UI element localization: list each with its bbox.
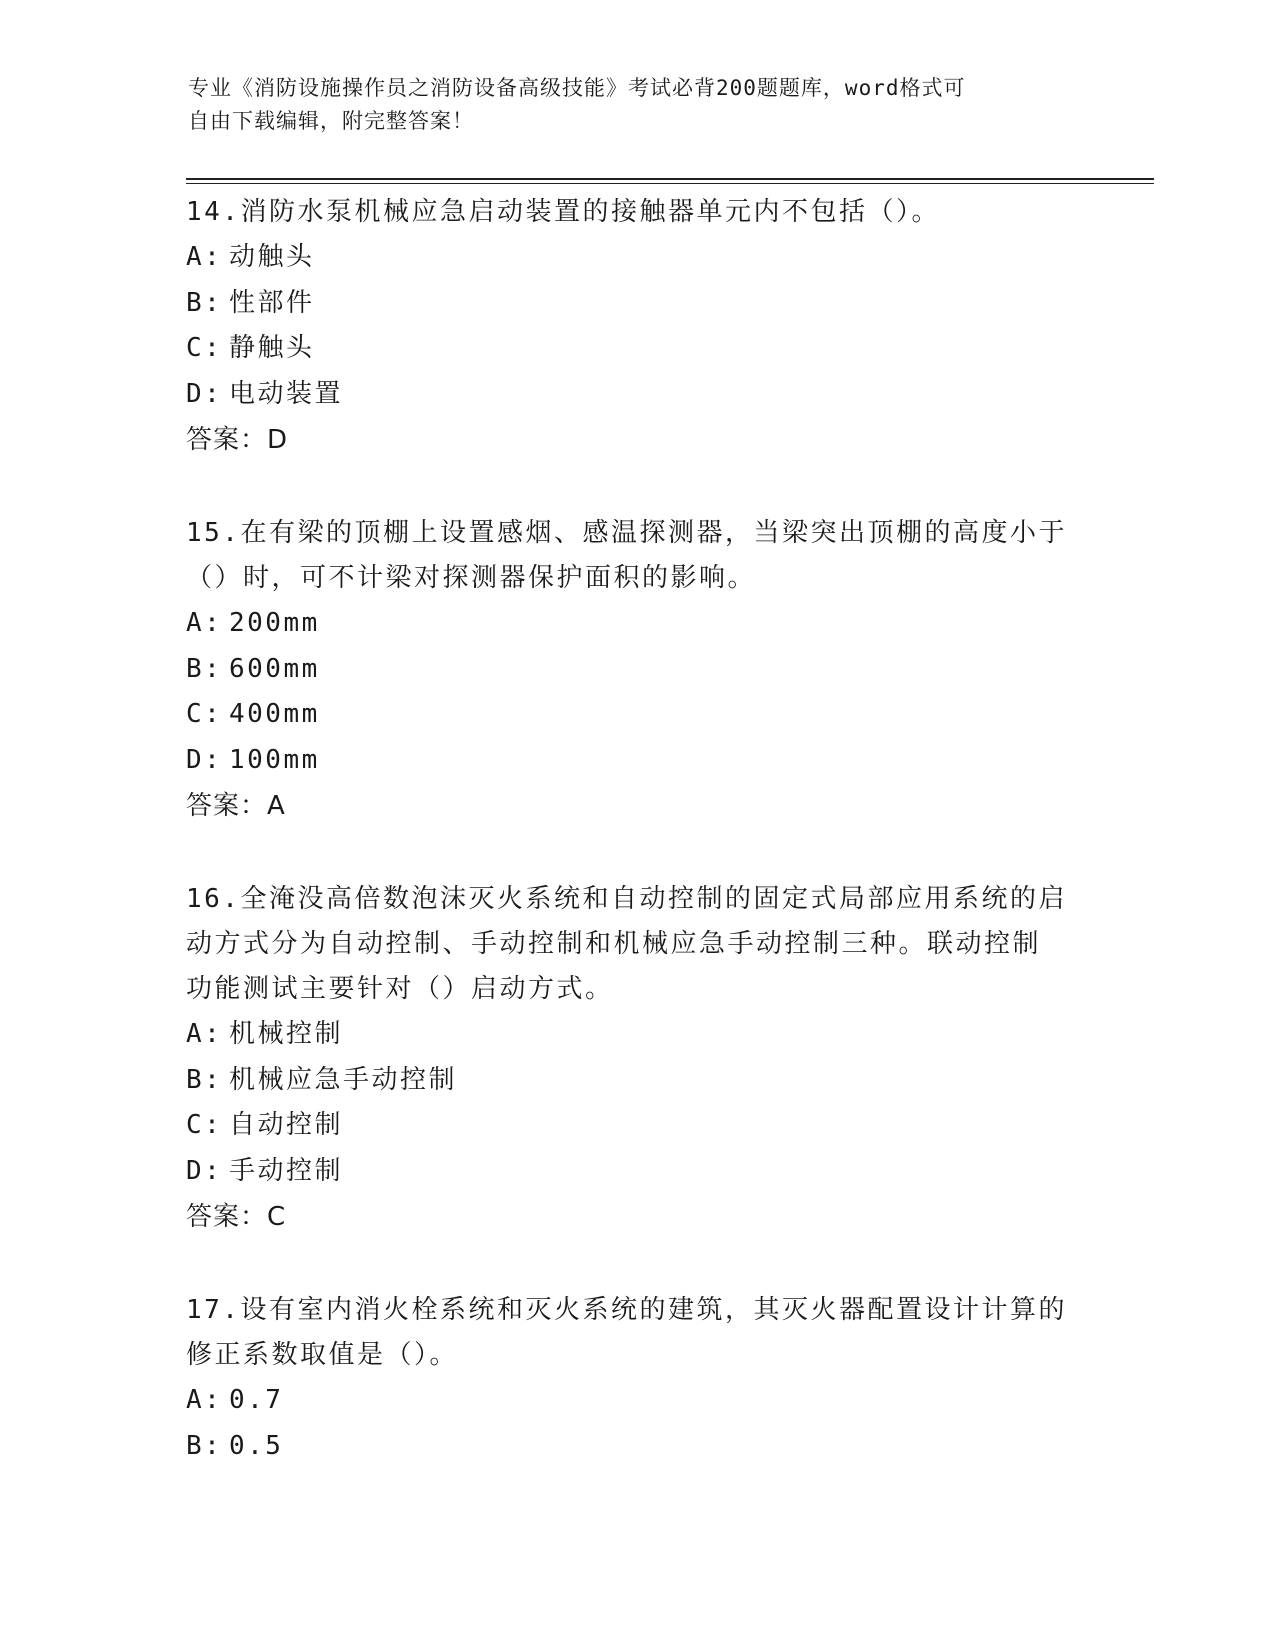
question-text: （）时，可不计梁对探测器保护面积的影响。 (186, 563, 757, 593)
option-d (186, 372, 1086, 418)
header-line-1: 专业《消防设施操作员之消防设备高级技能》考试必背200题题库，word格式可 (188, 76, 966, 100)
option-c (186, 1103, 1086, 1149)
option-key: B: (186, 653, 223, 684)
option-key: C: (186, 1110, 223, 1140)
question-text: 17.设有室内消火栓系统和灭火系统的建筑，其灭火器配置设计计算的 (186, 1295, 1067, 1325)
option-key: B: (186, 1430, 223, 1461)
question-text: 修正系数取值是（）。 (186, 1340, 459, 1370)
option-c (186, 692, 1086, 738)
option-key: D: (186, 378, 223, 409)
option-b (186, 1058, 1086, 1104)
header-line-2: 自由下载编辑，附完整答案！ (188, 109, 474, 133)
answer-line: 答案：D (186, 425, 289, 455)
option-key: B: (186, 1064, 223, 1095)
option-key: D: (186, 1155, 223, 1186)
option-a (186, 1012, 1086, 1058)
option-key: A: (186, 1385, 223, 1415)
question-list (186, 190, 1086, 1469)
answer-line: 答案：C (186, 1202, 287, 1232)
question-item (186, 877, 1086, 1240)
option-text: 性部件 (229, 287, 315, 318)
document-header (188, 72, 1088, 138)
option-a (186, 1378, 1086, 1424)
question-text: 16.全淹没高倍数泡沫灭火系统和自动控制的固定式局部应用系统的启 (186, 884, 1067, 914)
question-item (186, 1288, 1086, 1469)
question-text: 15.在有梁的顶棚上设置感烟、感温探测器，当梁突出顶棚的高度小于 (186, 518, 1067, 548)
option-text: 100mm (229, 744, 320, 775)
option-text: 600mm (229, 653, 320, 684)
option-key: C: (186, 699, 223, 729)
option-a (186, 601, 1086, 647)
option-text: 0.7 (229, 1385, 284, 1415)
question-text: 动方式分为自动控制、手动控制和机械应急手动控制三种。联动控制 (186, 929, 1042, 959)
option-text: 机械控制 (229, 1019, 344, 1049)
header-divider-thick (186, 178, 1154, 180)
option-key: D: (186, 744, 223, 775)
option-text: 手动控制 (229, 1155, 344, 1186)
question-item (186, 190, 1086, 463)
option-text: 0.5 (229, 1430, 284, 1461)
option-text: 400mm (229, 699, 320, 729)
option-text: 机械应急手动控制 (229, 1064, 458, 1095)
option-key: B: (186, 287, 223, 318)
option-a (186, 235, 1086, 281)
option-text: 静触头 (229, 333, 315, 363)
option-b (186, 1424, 1086, 1470)
answer-line: 答案：A (186, 791, 286, 821)
question-text: 14.消防水泵机械应急启动装置的接触器单元内不包括（）。 (186, 197, 940, 227)
option-key: A: (186, 242, 223, 272)
question-item (186, 511, 1086, 829)
option-d (186, 1149, 1086, 1195)
option-d (186, 738, 1086, 784)
option-c (186, 326, 1086, 372)
option-text: 200mm (229, 608, 320, 638)
question-text: 功能测试主要针对（）启动方式。 (186, 974, 614, 1004)
option-key: C: (186, 333, 223, 363)
option-b (186, 281, 1086, 327)
header-divider-thin (186, 183, 1154, 184)
option-key: A: (186, 1019, 223, 1049)
option-text: 自动控制 (229, 1110, 344, 1140)
option-text: 动触头 (229, 242, 315, 272)
option-key: A: (186, 608, 223, 638)
option-text: 电动装置 (229, 378, 344, 409)
option-b (186, 647, 1086, 693)
